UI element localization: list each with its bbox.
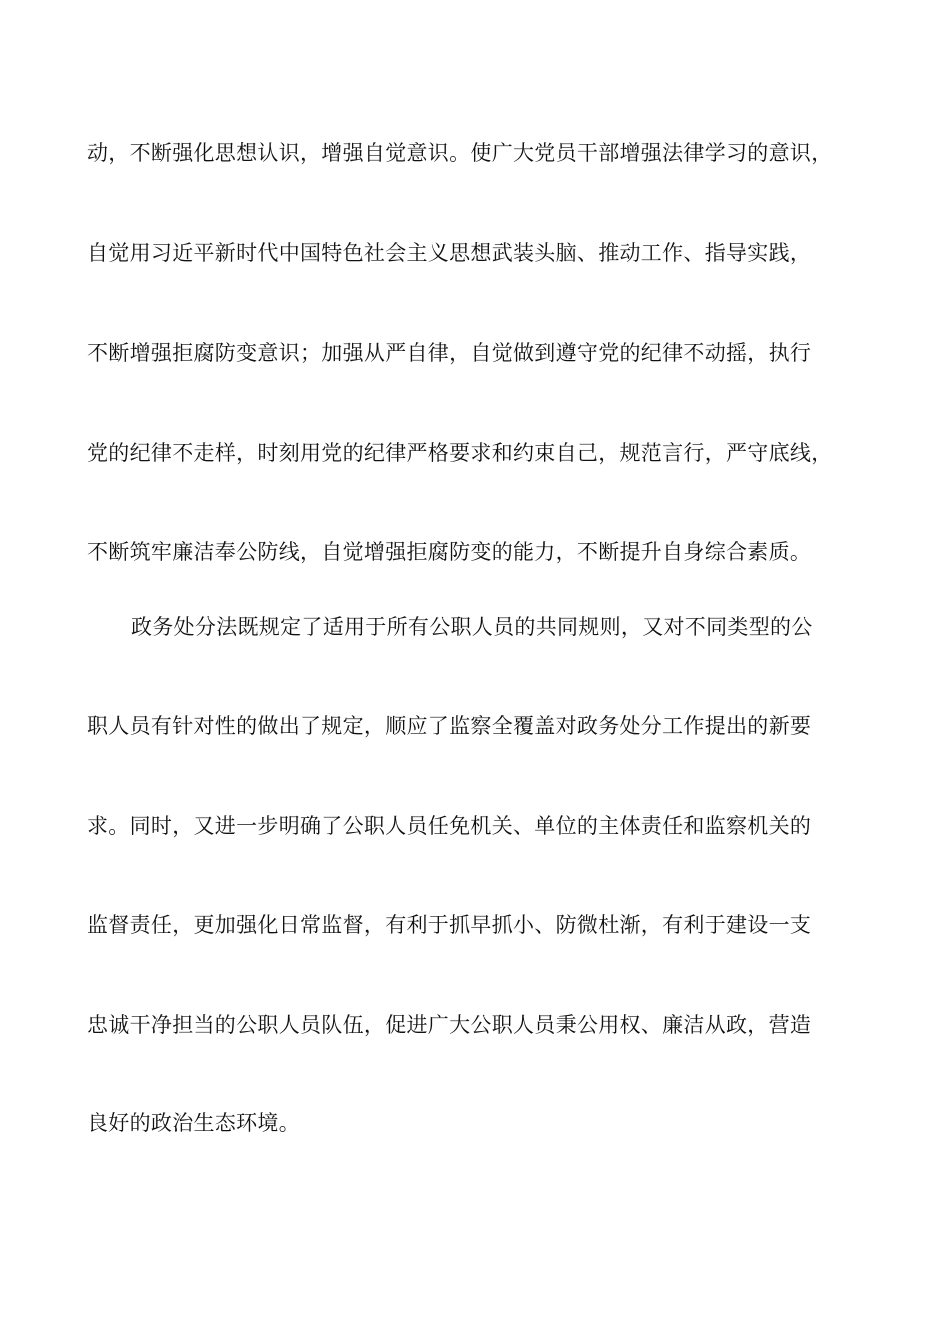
text-line: 监督责任，更加强化日常监督，有利于抓早抓小、防微杜渐，有利于建设一支 xyxy=(87,913,812,937)
text-line: 不断筑牢廉洁奉公防线，自觉增强拒腐防变的能力，不断提升自身综合素质。 xyxy=(87,540,812,564)
text-line: 自觉用习近平新时代中国特色社会主义思想武装头脑、推动工作、指导实践， xyxy=(87,241,812,265)
text-line: 党的纪律不走样，时刻用党的纪律严格要求和约束自己，规范言行，严守底线， xyxy=(87,441,833,465)
paragraph-first-line: 政务处分法既规定了适用于所有公职人员的共同规则，又对不同类型的公 xyxy=(131,615,813,639)
text-line: 动，不断强化思想认识，增强自觉意识。使广大党员干部增强法律学习的意识， xyxy=(87,141,833,165)
text-line: 忠诚干净担当的公职人员队伍，促进广大公职人员秉公用权、廉洁从政，营造 xyxy=(87,1013,812,1037)
text-line: 求。同时，又进一步明确了公职人员任免机关、单位的主体责任和监察机关的 xyxy=(87,814,812,838)
text-line: 不断增强拒腐防变意识；加强从严自律，自觉做到遵守党的纪律不动摇，执行 xyxy=(87,341,812,365)
text-line: 职人员有针对性的做出了规定，顺应了监察全覆盖对政务处分工作提出的新要 xyxy=(87,714,812,738)
text-line: 良好的政治生态环境。 xyxy=(87,1111,300,1135)
